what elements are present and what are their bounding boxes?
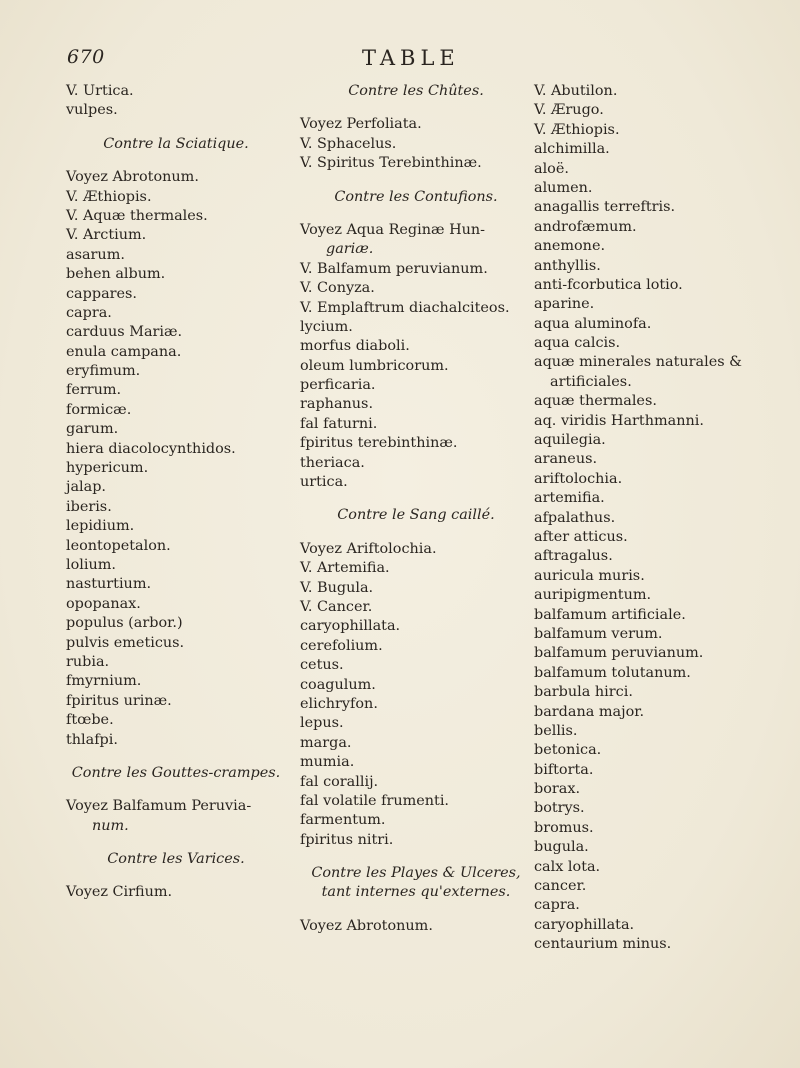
index-entry: aloë. bbox=[534, 160, 569, 177]
index-entry: eryfimum. bbox=[66, 363, 141, 380]
index-entry: carduus Mariæ. bbox=[66, 324, 183, 341]
index-entry: Voyez Perfoliata. bbox=[300, 116, 422, 133]
index-entry: theriaca. bbox=[300, 454, 365, 471]
index-entry: barbula hirci. bbox=[534, 684, 633, 701]
index-entry: betonica. bbox=[534, 742, 602, 759]
index-entry: Voyez Balfamum Peruvia- bbox=[66, 798, 252, 815]
index-entry: V. Aquæ thermales. bbox=[66, 207, 208, 224]
index-entry: thlafpi. bbox=[66, 731, 118, 748]
index-entry: aqua calcis. bbox=[534, 335, 621, 352]
index-entry: V. Bugula. bbox=[300, 579, 374, 596]
index-entry: fpiritus urinæ. bbox=[66, 692, 172, 709]
entry-list-contusions bbox=[300, 260, 532, 493]
index-entry: anagallis terreftris. bbox=[534, 199, 676, 216]
index-entry: cerefolium. bbox=[300, 637, 383, 654]
index-entry: ftœbe. bbox=[66, 712, 114, 729]
index-entry: raphanus. bbox=[300, 396, 374, 413]
index-entry: V. Æthiopis. bbox=[66, 188, 152, 205]
index-entry: leontopetalon. bbox=[66, 537, 171, 554]
index-entry: opopanax. bbox=[66, 595, 141, 612]
index-entry: behen album. bbox=[66, 266, 166, 283]
index-entry: balfamum tolutanum. bbox=[534, 664, 691, 681]
index-entry: cetus. bbox=[300, 657, 344, 674]
index-entry: alumen. bbox=[534, 179, 593, 196]
index-entry: garum. bbox=[66, 421, 119, 438]
index-entry: aquæ minerales naturales & bbox=[534, 354, 742, 371]
index-entry: V. Sphacelus. bbox=[300, 135, 397, 152]
index-entry: aftragalus. bbox=[534, 548, 613, 565]
index-entry: fpiritus terebinthinæ. bbox=[300, 435, 458, 452]
index-entry: lepidium. bbox=[66, 518, 135, 535]
index-entry: alchimilla. bbox=[534, 141, 610, 158]
index-entry: V. Spiritus Terebinthinæ. bbox=[300, 155, 482, 172]
index-entry: Voyez Ariftolochia. bbox=[300, 540, 437, 557]
index-entry: lycium. bbox=[300, 318, 353, 335]
index-entry: anthyllis. bbox=[534, 257, 601, 274]
index-entry: V. Ærugo. bbox=[534, 102, 604, 119]
section-heading-gouttes: Contre les Gouttes-crampes. bbox=[71, 764, 281, 781]
index-column-1 bbox=[66, 82, 286, 903]
index-entry: bardana major. bbox=[534, 703, 645, 720]
index-entry: V. Cancer. bbox=[300, 598, 373, 615]
index-entry: aquilegia. bbox=[534, 432, 606, 449]
index-entry: fal faturni. bbox=[300, 415, 378, 432]
index-entry: fmyrnium. bbox=[66, 673, 142, 690]
index-entry: ariftolochia. bbox=[534, 470, 623, 487]
index-entry: anemone. bbox=[534, 238, 606, 255]
running-head: TABLE bbox=[362, 46, 460, 70]
index-entry: V. Artemifia. bbox=[300, 560, 390, 577]
index-entry: Voyez Abrotonum. bbox=[300, 917, 433, 934]
index-entry: vulpes. bbox=[66, 102, 118, 119]
index-entry: Voyez Cirfium. bbox=[66, 884, 173, 901]
index-entry: androfæmum. bbox=[534, 218, 637, 235]
index-entry: after atticus. bbox=[534, 528, 628, 545]
index-entry: cancer. bbox=[534, 878, 587, 895]
index-entry: borax. bbox=[534, 781, 581, 798]
index-column-2 bbox=[300, 82, 532, 936]
section-heading-chutes: Contre les Chûtes. bbox=[348, 83, 484, 99]
section-heading-contusions: Contre les Contufions. bbox=[334, 188, 498, 205]
index-entry: pulvis emeticus. bbox=[66, 634, 185, 651]
index-entry: aqua aluminofa. bbox=[534, 315, 652, 332]
index-entry: bellis. bbox=[534, 722, 578, 739]
index-entry: balfamum artificiale. bbox=[534, 606, 686, 623]
index-entry: asarum. bbox=[66, 246, 125, 263]
index-entry: jalap. bbox=[66, 479, 107, 496]
index-column-3 bbox=[534, 82, 764, 955]
index-entry: bromus. bbox=[534, 819, 594, 836]
section-heading-varices: Contre les Varices. bbox=[107, 851, 245, 868]
index-entry: anti-fcorbutica lotio. bbox=[534, 276, 683, 293]
index-entry-continuation: num. bbox=[92, 817, 129, 834]
index-entry: fal corallij. bbox=[300, 773, 379, 790]
index-entry: V. Abutilon. bbox=[534, 83, 618, 99]
index-entry: formicæ. bbox=[66, 401, 132, 418]
index-entry: aquæ thermales. bbox=[534, 393, 657, 410]
index-entry: fpiritus nitri. bbox=[300, 831, 394, 848]
index-entry: hypericum. bbox=[66, 460, 149, 477]
index-entry: perficaria. bbox=[300, 377, 376, 394]
index-entry: calx lota. bbox=[534, 858, 601, 875]
index-entry: centaurium minus. bbox=[534, 936, 672, 953]
index-entry: rubia. bbox=[66, 653, 110, 670]
index-entry-continuation: gariæ. bbox=[326, 241, 374, 258]
section-heading-sciatique: Contre la Sciatique. bbox=[103, 135, 249, 152]
index-entry: botrys. bbox=[534, 800, 585, 817]
index-entry: elichryfon. bbox=[300, 695, 378, 712]
index-entry: caryophillata. bbox=[534, 916, 635, 933]
page-number: 670 bbox=[67, 46, 105, 68]
index-entry: afpalathus. bbox=[534, 509, 616, 526]
index-entry: ferrum. bbox=[66, 382, 122, 399]
index-entry: artemifia. bbox=[534, 490, 605, 507]
index-entry: V. Balfamum peruvianum. bbox=[300, 260, 488, 277]
index-entry: nasturtium. bbox=[66, 576, 152, 593]
index-entry: cappares. bbox=[66, 285, 137, 302]
index-entry: lolium. bbox=[66, 556, 116, 573]
index-entry: coagulum. bbox=[300, 676, 376, 693]
index-entry: aparine. bbox=[534, 296, 595, 313]
entry-list-column-3 bbox=[534, 82, 764, 955]
index-entry: farmentum. bbox=[300, 812, 386, 829]
index-entry: hiera diacolocynthidos. bbox=[66, 440, 236, 457]
section-heading-playes-line2: tant internes qu'externes. bbox=[321, 884, 511, 901]
index-entry: bugula. bbox=[534, 839, 589, 856]
index-entry: Voyez Aqua Reginæ Hun- bbox=[300, 221, 486, 238]
entry-list-sang bbox=[300, 540, 532, 850]
index-entry: V. Conyza. bbox=[300, 280, 375, 297]
index-entry: enula campana. bbox=[66, 343, 182, 360]
index-entry: fal volatile frumenti. bbox=[300, 792, 450, 809]
index-entry: capra. bbox=[66, 304, 112, 321]
index-entry: auripigmentum. bbox=[534, 587, 652, 604]
index-entry: caryophillata. bbox=[300, 618, 401, 635]
index-entry: biftorta. bbox=[534, 761, 594, 778]
index-entry: balfamum peruvianum. bbox=[534, 645, 704, 662]
index-entry: araneus. bbox=[534, 451, 598, 468]
index-entry: populus (arbor.) bbox=[66, 615, 183, 632]
index-entry: oleum lumbricorum. bbox=[300, 357, 449, 374]
index-entry: iberis. bbox=[66, 498, 112, 515]
section-heading-playes: Contre les Playes & Ulceres, bbox=[311, 865, 521, 882]
index-entry: auricula muris. bbox=[534, 567, 645, 584]
index-entry: Voyez Abrotonum. bbox=[66, 169, 199, 186]
index-entry: marga. bbox=[300, 734, 352, 751]
index-entry: lepus. bbox=[300, 715, 344, 732]
index-entry: urtica. bbox=[300, 474, 348, 491]
index-entry: morfus diaboli. bbox=[300, 338, 410, 355]
index-entry: V. Æthiopis. bbox=[534, 121, 620, 138]
index-entry: V. Arctium. bbox=[66, 227, 147, 244]
entry-list-sciatique bbox=[66, 168, 286, 750]
index-entry: balfamum verum. bbox=[534, 625, 663, 642]
index-entry: mumia. bbox=[300, 754, 355, 771]
index-entry: artificiales. bbox=[550, 373, 632, 390]
section-heading-sang: Contre le Sang caillé. bbox=[337, 507, 495, 524]
index-entry: V. Emplaftrum diachalciteos. bbox=[300, 299, 510, 316]
index-entry: capra. bbox=[534, 897, 580, 914]
entry-list-chutes bbox=[300, 115, 532, 173]
index-entry: V. Urtica. bbox=[66, 83, 134, 99]
index-entry: aq. viridis Harthmanni. bbox=[534, 412, 704, 429]
